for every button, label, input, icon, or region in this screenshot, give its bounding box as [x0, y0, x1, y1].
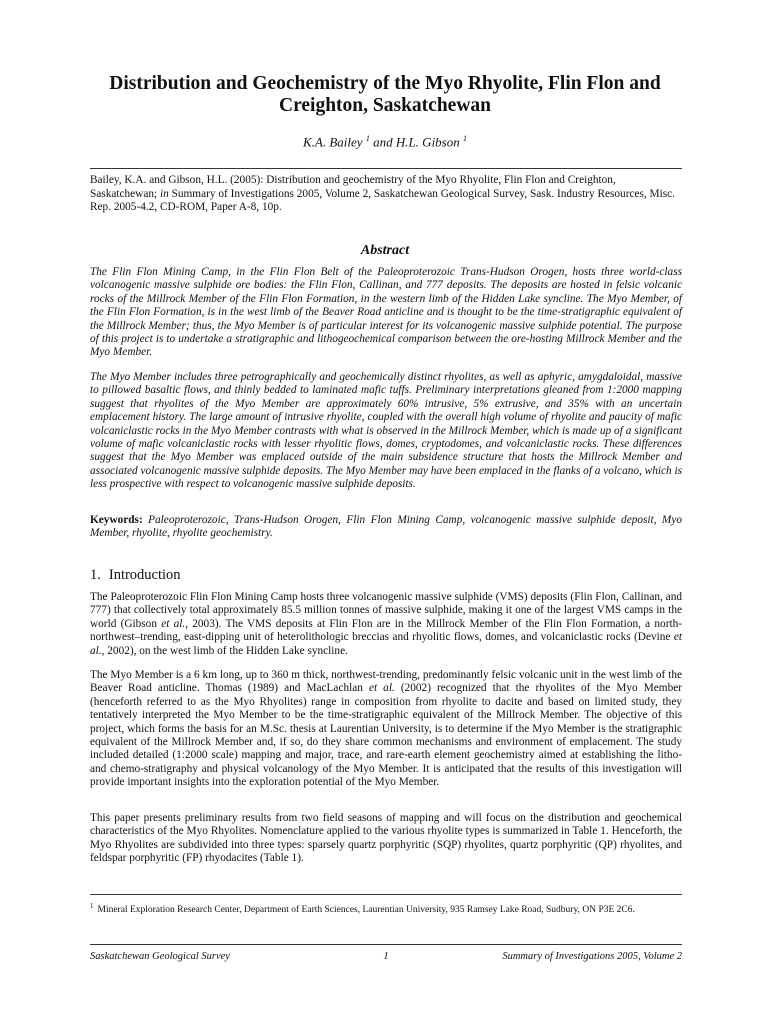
intro-p1-etal-1: et al.: [161, 617, 186, 630]
keywords: [90, 514, 682, 541]
section-heading-introduction: [90, 567, 181, 584]
citation-text-1: Bailey, K.A. and Gibson, H.L. (2005): Distribution and geochemistry of the Myo Rhyolite, Flin Flon and Creighton, Saskatchewan;: [90, 174, 616, 200]
intro-p1-text-b: , 2003). The VMS deposits at Flin Flon are in the Millrock Member of the Flin Flon Formation, a north-northwest–trending, east-dipping unit of heterolithologic breccias and rhyolitic flows, domes, and volcaniclastic rocks (Devine: [90, 617, 683, 644]
author-and: and: [373, 134, 393, 150]
author-1: K.A. Bailey: [302, 134, 363, 150]
author-2: H.L. Gibson: [395, 134, 460, 150]
footnote-mark: 1: [90, 902, 94, 910]
footer-rule: [90, 944, 682, 945]
footer-right: Summary of Investigations 2005, Volume 2: [502, 951, 682, 962]
abstract-heading: Abstract: [360, 243, 410, 258]
author-line: [90, 134, 680, 150]
intro-paragraph-3: This paper presents preliminary results from two field seasons of mapping and will focus on the distribution and geochemical characteristics of the Myo Rhyolites. Nomenclature applied to the various rhyolite types is summarized in Table 1. Henceforth, the Myo Rhyolites are subdivided into three types: sparsely quartz porphyritic (SQP) rhyolites, quartz porphyritic (QP) rhyolites, and feldspar porphyritic (FP) rhyodacites (Table 1).: [90, 812, 682, 865]
citation-in: in: [159, 187, 169, 200]
citation-text-2: Summary of Investigations 2005, Volume 2, Saskatchewan Geological Survey, Sask. Industry Resources, Misc. Rep. 2005-4.2, CD-ROM, Paper A-8, 10p.: [90, 187, 675, 213]
citation-top-rule: [90, 168, 682, 169]
intro-p1-etal-2: et al.: [90, 631, 682, 657]
citation-block: [90, 174, 682, 215]
section-number: 1.: [90, 567, 101, 583]
footnote-text: Mineral Exploration Research Center, Department of Earth Sciences, Laurentian University, 935 Ramsey Lake Road, Sudbury, ON P3E 2C6.: [97, 905, 635, 916]
footnote: [90, 902, 682, 915]
keywords-text: Paleoproterozoic, Trans-Hudson Orogen, Flin Flon Mining Camp, volcanogenic massive sulphide deposit, Myo Member, rhyolite, rhyolite geochemistry.: [90, 514, 682, 540]
intro-p2-text-a: The Myo Member is a 6 km long, up to 360 m thick, northwest-trending, predominantly felsic volcanic unit in the west limb of the Beaver Road anticline. Thomas (1989) and MacLachlan: [90, 669, 682, 695]
intro-p1-text-c: , 2002), on the west limb of the Hidden Lake syncline.: [101, 644, 348, 657]
keywords-label: Keywords:: [90, 514, 143, 526]
abstract-paragraph-2: The Myo Member includes three petrographically and geochemically distinct rhyolites, as well as aphyric, amygdaloidal, massive to pillowed basaltic flows, and thinly bedded to laminated mafic tuffs. Preliminary interpretations gleaned from 1:2000 mapping suggest that rhyolites of the Myo Member are approximately 60% intrusive, 5% extrusive, and 35% with an uncertain emplacement history. The large amount of intrusive rhyolite, coupled with the overall high volume of rhyolite and paucity of mafic volcaniclastic rocks in the Myo Member contrasts with what is observed in the Millrock Member, which is made up of a significant volume of mafic volcaniclastic rocks with lesser rhyolitic flows, domes, cryptodomes, and volcaniclastic rocks. These differences suggest that the Myo Member was emplaced outside of the main subsidence structure that hosts the Millrock Member and associated volcanogenic massive sulphide deposits. The Myo Member may have been emplaced in the flanks of a volcano, which is less prospective with respect to volcanogenic massive sulphide deposits.: [90, 371, 683, 491]
abstract-paragraph-1: The Flin Flon Mining Camp, in the Flin Flon Belt of the Paleoproterozoic Trans-Hudson Orogen, hosts three world-class volcanogenic massive sulphide ore bodies: the Flin Flon, Callinan, and 777 deposits. The deposits are hosted in felsic volcanic rocks of the Millrock Member of the Flin Flon Formation, in the western limb of the Hidden Lake syncline. The Myo Member, of the Flin Flon Formation, is in the west limb of the Beaver Road anticline and is thought to be the time-stratigraphic equivalent of the Millrock Member; thus, the Myo Member is of particular interest for its volcanogenic massive sulphide potential. The purpose of this project is to undertake a stratigraphic and lithogeochemical comparison between the ore-hosting Millrock Member and the Myo Member.: [90, 266, 682, 359]
intro-p2-etal: et al.: [368, 682, 395, 695]
intro-paragraph-1: [90, 591, 682, 658]
footer-left: Saskatchewan Geological Survey: [90, 951, 230, 962]
author-2-affiliation-mark: 1: [463, 134, 467, 143]
footnote-rule: [90, 894, 682, 895]
intro-paragraph-2: [90, 669, 682, 790]
author-1-affiliation-mark: 1: [365, 134, 370, 143]
paper-title: Distribution and Geochemistry of the Myo Rhyolite, Flin Flon and Creighton, Saskatchewan: [109, 73, 661, 116]
section-title: Introduction: [108, 567, 181, 583]
intro-p1-text-a: The Paleoproterozoic Flin Flon Mining Camp hosts three volcanogenic massive sulphide (VMS) deposits (Flin Flon, Callinan, and 777) that collectively total approximately 85.5 million tonnes of massive sulphide, making it one of the largest VMS camps in the world (Gibson: [90, 591, 682, 630]
page-number: 1: [383, 951, 389, 962]
intro-p2-text-b: (2002) recognized that the rhyolites of the Myo Member (henceforth referred to as the Myo Rhyolites) range in composition from rhyolite to dacite and based on limited study, they tentatively interpreted the Myo Member to be the time-stratigraphic equivalent of the Millrock Member. The objective of this project, which forms the basis for an M.Sc. thesis at Laurentian University, is to determine if the Myo Member is the stratigraphic equivalent of the Millrock Member and, if so, do they share common mechanisms and environment of emplacement. The study included detailed (1:2000 scale) mapping and major, trace, and rare-earth element geochemistry aimed at establishing the litho- and chemo-stratigraphy and physical volcanology of the Myo Member. It is anticipated that the results of this investigation will provide important insights into the exploration potential of the Myo Member.: [90, 682, 682, 789]
